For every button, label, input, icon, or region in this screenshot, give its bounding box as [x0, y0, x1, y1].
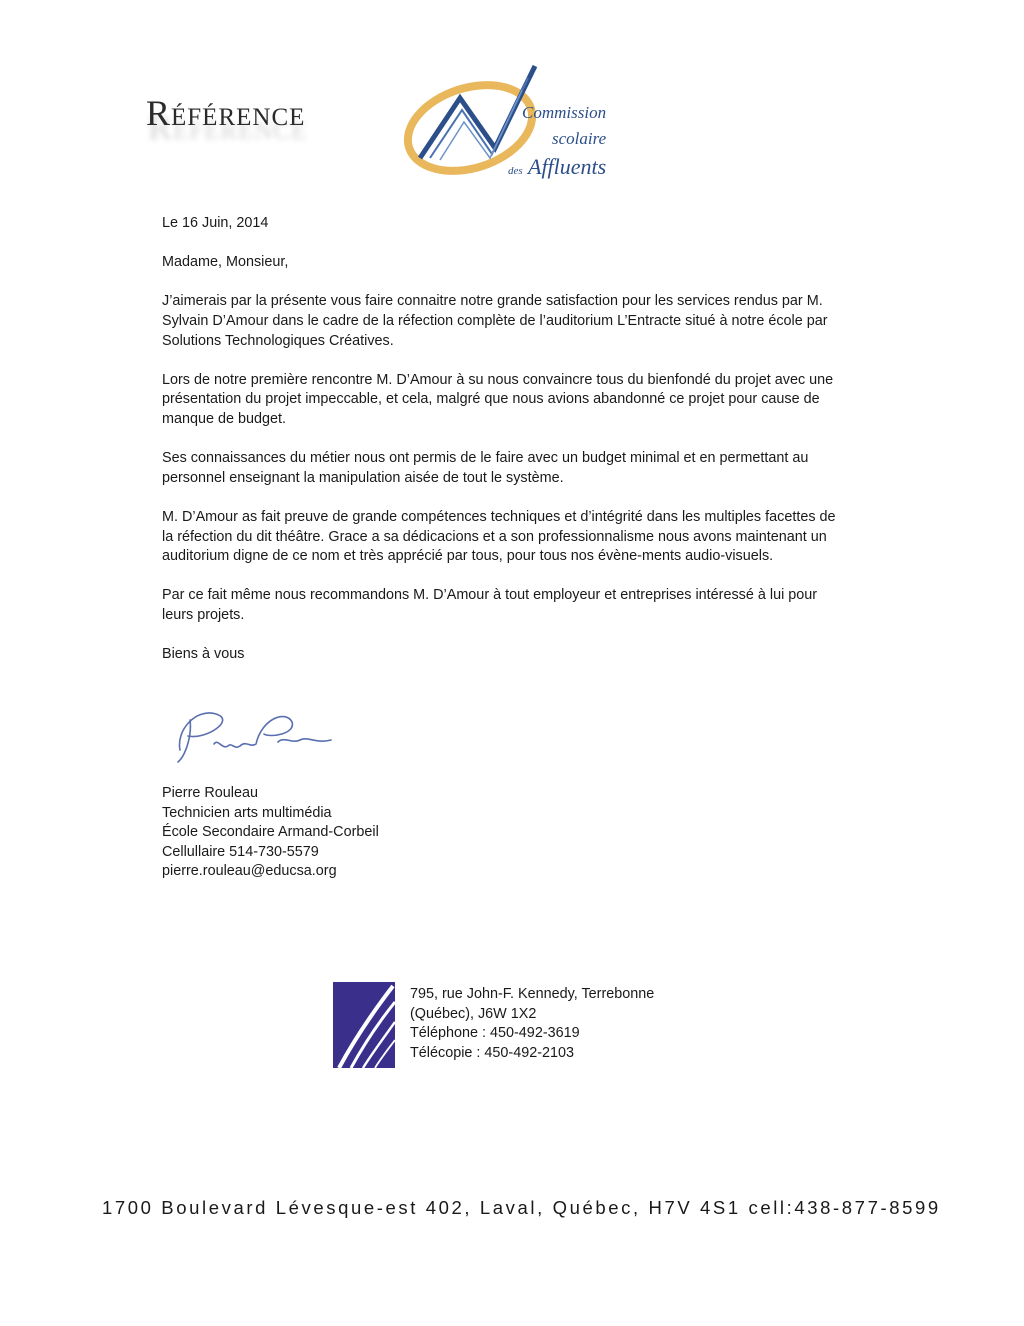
footer-address: 1700 Boulevard Lévesque-est 402, Laval, Québec, H7V 4S1 cell:438-877-8599 [102, 1197, 941, 1218]
school-address [410, 985, 654, 1063]
sender-phone: Cellullaire 514-730-5579 [162, 843, 319, 860]
letter-paragraph: Par ce fait même nous recommandons M. D’Amour à tout employeur et entreprises intéressé à lui pour leurs projets. [162, 587, 818, 623]
address-telephone: Téléphone : 450-492-3619 [410, 1025, 580, 1042]
page-title: Référence [146, 93, 306, 133]
letter-paragraph: J’aimerais par la présente vous faire connaitre notre grande satisfaction pour les services rendus par M. Sylvain D’Amour dans le cadre de la réfection complète de l’auditorium L’Entracte situé à notre école par Solutions Technologiques Créatives. [162, 293, 828, 349]
sender-school: École Secondaire Armand-Corbeil [162, 824, 379, 841]
sender-block [162, 784, 379, 882]
sender-email[interactable]: pierre.rouleau@educsa.org [162, 863, 337, 880]
letter-paragraph: Ses connaissances du métier nous ont permis de le faire avec un budget minimal et en permettant au personnel enseignant la manipulation aisée de tout le système. [162, 450, 809, 486]
sender-name: Pierre Rouleau [162, 785, 258, 801]
address-city: (Québec), J6W 1X2 [410, 1005, 537, 1022]
letter-paragraph: Lors de notre première rencontre M. D’Amour à su nous convaincre tous du bienfondé du projet avec une présentation du projet impeccable, et cela, malgré que nous avions abandonné ce projet pour cause de manque de budget. [162, 371, 834, 427]
letter-closing: Biens à vous [162, 646, 245, 663]
commission-scolaire-logo [400, 58, 620, 183]
letter-date: Le 16 Juin, 2014 [162, 215, 269, 231]
svg-text:Commission: Commission [522, 103, 607, 122]
svg-text:Affluents: Affluents [528, 154, 607, 179]
school-logo [333, 982, 395, 1068]
letter-paragraph: M. D’Amour as fait preuve de grande compétences techniques et d’intégrité dans les multiples facettes de la réfection du dit théâtre. Grace a sa dédicacions et a son professionnalisme nous avons maintenant un auditorium digne de ce nom et très apprécié par tous, pour tous nos évène-ments audio-visuels. [162, 508, 836, 565]
sender-title: Technicien arts multimédia [162, 804, 332, 821]
svg-text:scolaire: scolaire [552, 129, 607, 148]
signature-image [166, 700, 336, 770]
letter-body [162, 214, 842, 684]
address-street: 795, rue John-F. Kennedy, Terrebonne [410, 986, 655, 1002]
svg-text:des: des [508, 165, 523, 177]
letter-salutation: Madame, Monsieur, [162, 254, 289, 271]
address-fax: Télécopie : 450-492-2103 [410, 1044, 575, 1061]
